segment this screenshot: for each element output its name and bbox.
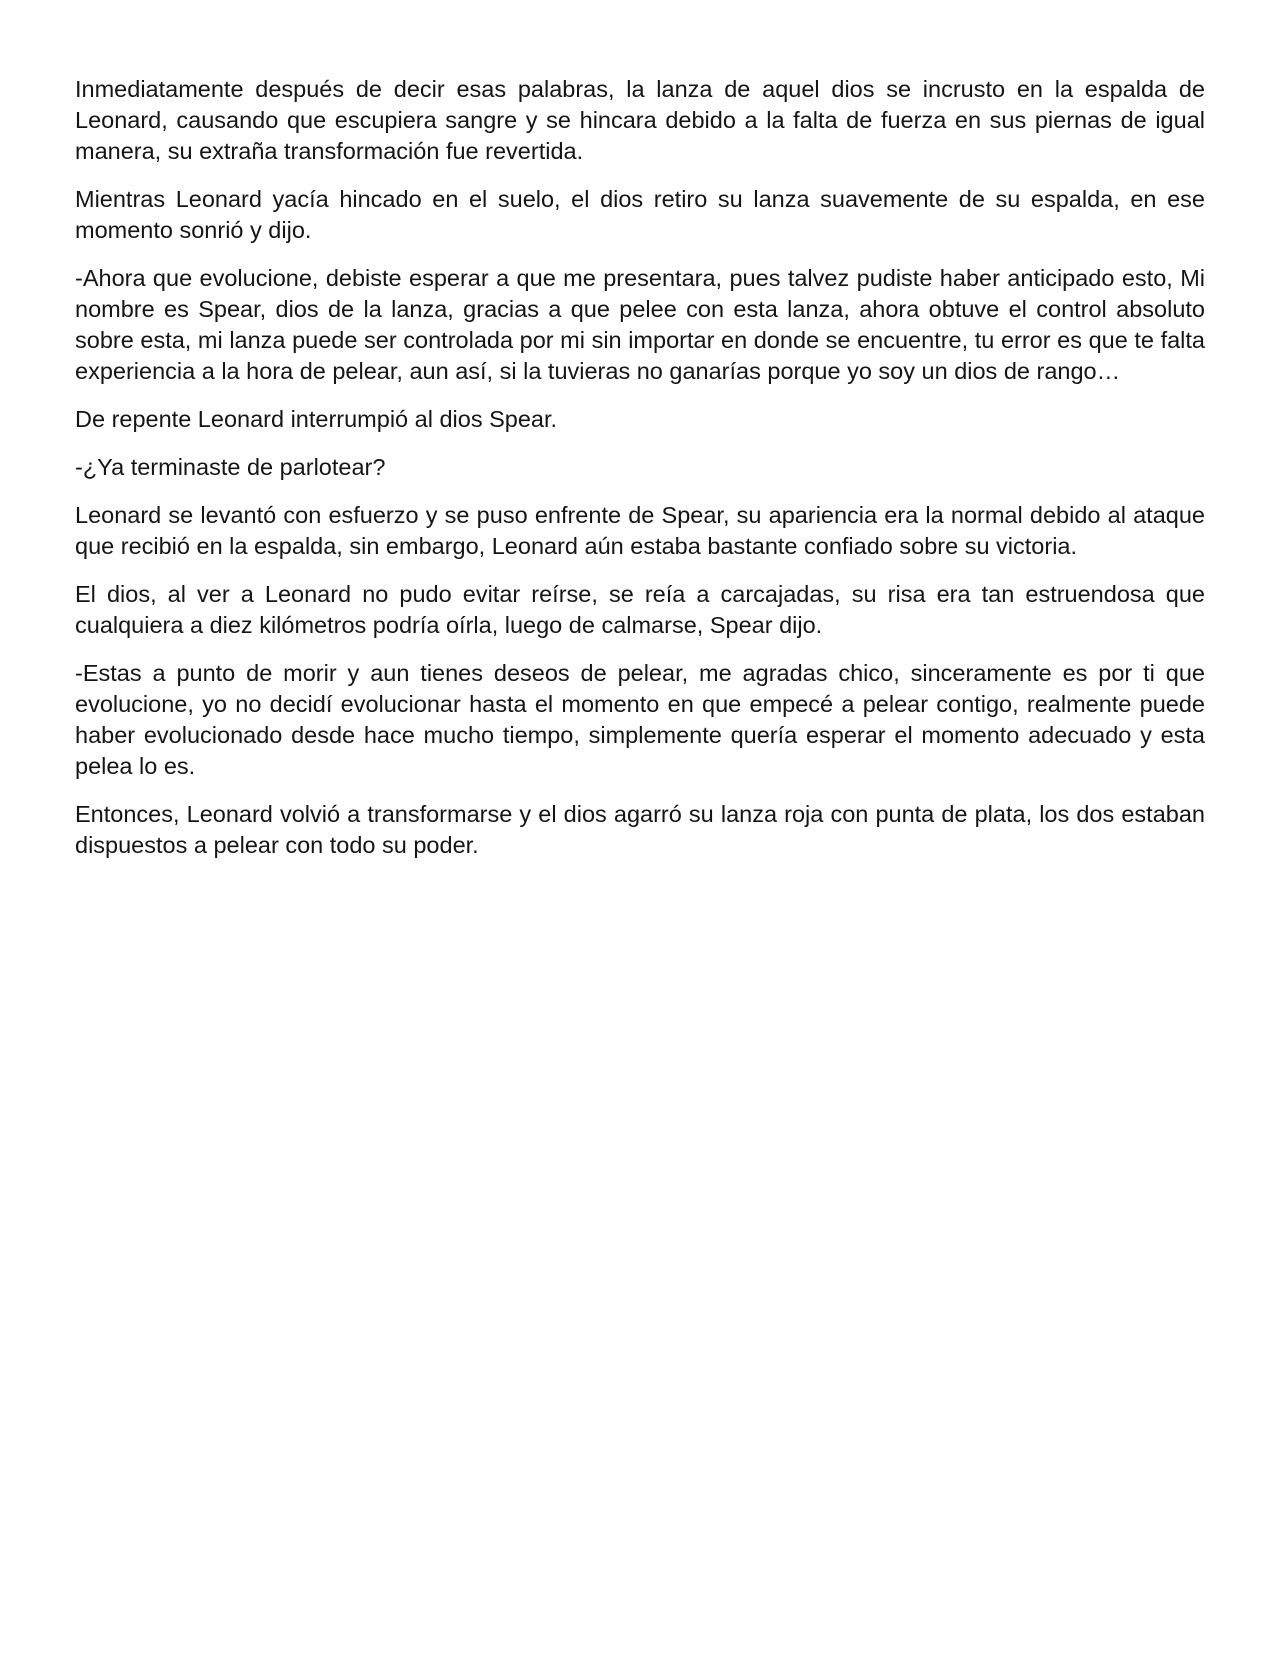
paragraph-3: -Ahora que evolucione, debiste esperar a que me presentara, pues talvez pudiste haber anticipado esto, Mi nombre es Spear, dios de la lanza, gracias a que pelee con esta lanza, ahora obtuve el control absoluto sobre esta, mi lanza puede ser controlada por mi sin importar en donde se encuentre, tu error es que te falta experiencia a la hora de pelear, aun así, si la tuvieras no ganarías porque yo soy un dios de rango…	[75, 265, 1205, 384]
paragraph-6: Leonard se levantó con esfuerzo y se puso enfrente de Spear, su apariencia era la normal debido al ataque que recibió en la espalda, sin embargo, Leonard aún estaba bastante confiado sobre su victoria.	[75, 502, 1205, 559]
paragraph-8: -Estas a punto de morir y aun tienes deseos de pelear, me agradas chico, sinceramente es por ti que evolucione, yo no decidí evolucionar hasta el momento en que empecé a pelear contigo, realmente puede haber evolucionado desde hace mucho tiempo, simplemente quería esperar el momento adecuado y esta pelea lo es.	[75, 660, 1205, 779]
document-page	[75, 74, 1205, 878]
paragraph-9: Entonces, Leonard volvió a transformarse y el dios agarró su lanza roja con punta de plata, los dos estaban dispuestos a pelear con todo su poder.	[75, 801, 1205, 858]
paragraph-2: Mientras Leonard yacía hincado en el suelo, el dios retiro su lanza suavemente de su espalda, en ese momento sonrió y dijo.	[75, 186, 1205, 243]
paragraph-4: De repente Leonard interrumpió al dios Spear.	[75, 406, 558, 432]
paragraph-1: Inmediatamente después de decir esas palabras, la lanza de aquel dios se incrusto en la espalda de Leonard, causando que escupiera sangre y se hincara debido a la falta de fuerza en sus piernas de igual manera, su extraña transformación fue revertida.	[75, 76, 1205, 164]
paragraph-5: -¿Ya terminaste de parlotear?	[75, 454, 386, 480]
paragraph-7: El dios, al ver a Leonard no pudo evitar reírse, se reía a carcajadas, su risa era tan estruendosa que cualquiera a diez kilómetros podría oírla, luego de calmarse, Spear dijo.	[75, 581, 1205, 638]
